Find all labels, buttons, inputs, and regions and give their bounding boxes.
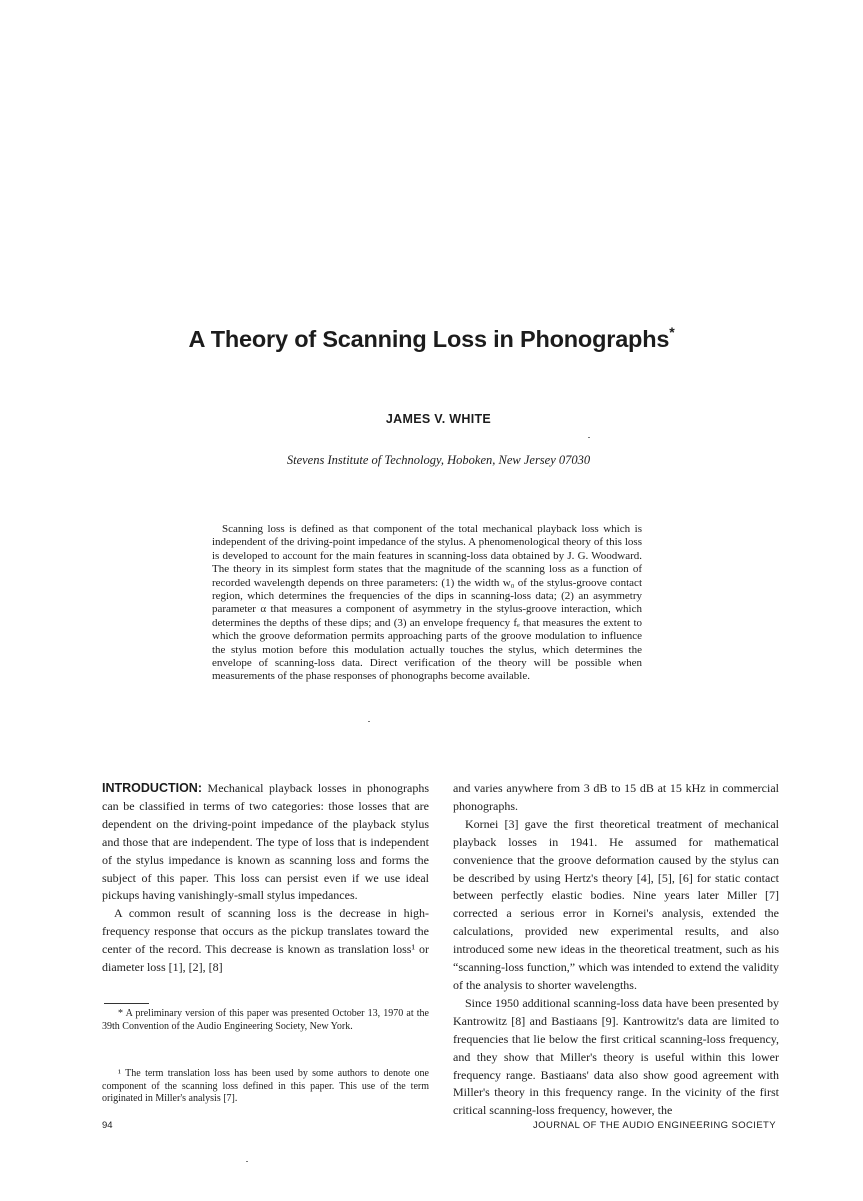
body-paragraph: Since 1950 additional scanning-loss data have been presented by Kantrowitz [8] and Bastiaans [9]. Kantrowitz's data are limited to frequencies that lie below the first critical scanning-loss frequency, and they show that Miller's theory is useful within this lower frequency range. Bastiaans' data also show good agreement with Miller's theory in this frequency range. In the vicinity of the first critical scanning-loss frequency, however, the [453, 995, 779, 1118]
abstract: Scanning loss is defined as that component of the total mechanical playback loss which is independent of the driving-point impedance of the stylus. A phenomenological theory of this loss is developed to account for the main features in scanning-loss data obtained by J. G. Woodward. The theory in its simplest form states that the magnitude of the scanning loss as a function of recorded wavelength depends on three parameters: (1) the width w₀ of the stylus-groove contact region, which determines the frequencies of the dips in scanning-loss data; (2) an asymmetry parameter α that measures a component of asymmetry in the stylus-groove interaction, which determines the depths of these dips; and (3) an envelope frequency fₑ that measures the extent to which the groove deformation permits approaching parts of the groove modulation to influence the stylus motion before this modulation actually touches the stylus, which determines the envelope of scanning-loss data. Direct verification of the theory will be possible when measurements of the phase responses of phonographs become available. [212, 523, 642, 683]
left-column [102, 780, 429, 977]
section-heading-introduction: INTRODUCTION: [102, 781, 202, 795]
body-paragraph-text: Mechanical playback losses in phonographs can be classified in terms of two categories: those losses that are dependent on the driving-point impedance of the playback stylus and those that are independent. The type of loss that is independent of the stylus impedance is known as scanning loss and forms the subject of this paper. This loss can persist even if we use ideal pickups having vanishingly-small stylus impedances. [102, 781, 429, 903]
print-speck [368, 721, 370, 722]
footnote-translation-loss: ¹ The term translation loss has been used by some authors to denote one component of the scanning loss defined in this paper. This use of the term originated in Miller's analysis [7]. [102, 1068, 429, 1105]
page-number: 94 [102, 1120, 113, 1131]
author-name: JAMES V. WHITE [385, 412, 492, 426]
print-speck [246, 1161, 248, 1162]
title-footnote-mark: * [669, 324, 675, 340]
body-paragraph: and varies anywhere from 3 dB to 15 dB at 15 kHz in commercial phonographs. [453, 781, 779, 813]
right-column [453, 780, 779, 1120]
print-speck [588, 437, 590, 438]
author-affiliation: Stevens Institute of Technology, Hoboken, New Jersey 07030 [286, 453, 591, 467]
journal-name: JOURNAL OF THE AUDIO ENGINEERING SOCIETY [533, 1120, 776, 1131]
body-paragraph [102, 780, 429, 905]
body-paragraph: A common result of scanning loss is the decrease in high-frequency response that occurs as the pickup translates toward the center of the record. This decrease is known as translation loss¹ or diameter loss [1], [2], [8] [102, 906, 429, 975]
article-title-text: A Theory of Scanning Loss in Phonographs [188, 326, 670, 352]
footnote-preliminary-version: * A preliminary version of this paper was presented October 13, 1970 at the 39th Convention of the Audio Engineering Society, New York. [102, 1008, 429, 1032]
body-paragraph: Kornei [3] gave the first theoretical treatment of mechanical playback losses in 1941. He assumed for mathematical convenience that the groove deformation caused by the stylus can be described by using Hertz's theory [4], [5], [6] for static contact between perfectly elastic bodies. Nine years later Miller [7] corrected a serious error in Kornei's analysis, extended the calculations, provided new experimental results, and also introduced some new ideas in the theoretical treatment, such as his “scanning-loss function,” which was intended to extend the validity of the analysis to shorter wavelengths. [453, 816, 779, 992]
footnote-rule [104, 1003, 149, 1004]
article-title [0, 326, 863, 353]
